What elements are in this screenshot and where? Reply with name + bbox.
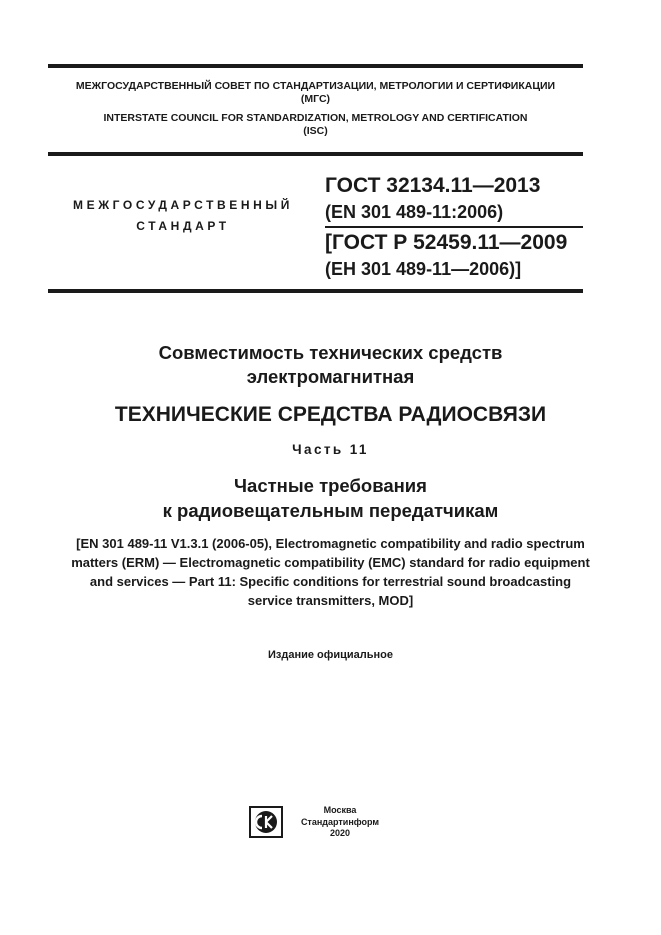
subtitle-line1: Частные требования [234,475,427,496]
publisher-info [290,805,390,840]
title-line2: электромагнитная [246,366,415,387]
council-ru-name: МЕЖГОСУДАРСТВЕННЫЙ СОВЕТ ПО СТАНДАРТИЗАЦИИ, МЕТРОЛОГИИ И СЕРТИФИКАЦИИ [75,80,556,92]
bottom-rule [48,289,583,293]
en-reference-line2: matters (ERM) — Electromagnetic compatibility (EMC) standard for radio equipment [71,555,590,570]
council-en-name: INTERSTATE COUNCIL FOR STANDARDIZATION, METROLOGY AND CERTIFICATION [103,112,528,124]
subtitle [48,473,613,523]
code-separator [325,226,583,228]
gost-r-code: [ГОСТ Р 52459.11—2009 [325,231,568,254]
council-ru [48,80,583,106]
gost-code: ГОСТ 32134.11—2013 [325,174,541,197]
standard-label [48,195,318,237]
eh-code: (ЕН 301 489-11—2006)] [325,259,522,279]
standard-label-line1: МЕЖГОСУДАРСТВЕННЫЙ [73,198,293,212]
document-title [48,341,613,389]
en-reference-line1: [EN 301 489-11 V1.3.1 (2006-05), Electromagnetic compatibility and radio spectrum [76,536,585,551]
title-line1: Совместимость технических средств [158,342,503,363]
top-rule [48,64,583,68]
publication-year: 2020 [329,828,351,838]
council-en-abbr: (ISC) [303,125,328,137]
en-reference [48,534,613,610]
council-en [48,112,583,138]
main-title: ТЕХНИЧЕСКИЕ СРЕДСТВА РАДИОСВЯЗИ [114,403,547,426]
edition-label: Издание официальное [267,649,394,661]
middle-rule [48,152,583,156]
standard-codes [325,172,583,282]
en-reference-line3: and services — Part 11: Specific conditions for terrestrial sound broadcasting [89,574,572,589]
standard-label-line2: СТАНДАРТ [136,219,230,233]
subtitle-line2: к радиовещательным передатчикам [162,500,499,521]
standartinform-logo-icon [249,806,283,838]
en-reference-line4: service transmitters, MOD] [247,593,414,608]
publisher-city: Москва [323,805,357,815]
council-ru-abbr: (МГС) [300,93,331,105]
part-number: Часть 11 [292,442,369,457]
publisher-name: Стандартинформ [300,816,380,827]
en-code: (EN 301 489-11:2006) [325,202,504,222]
